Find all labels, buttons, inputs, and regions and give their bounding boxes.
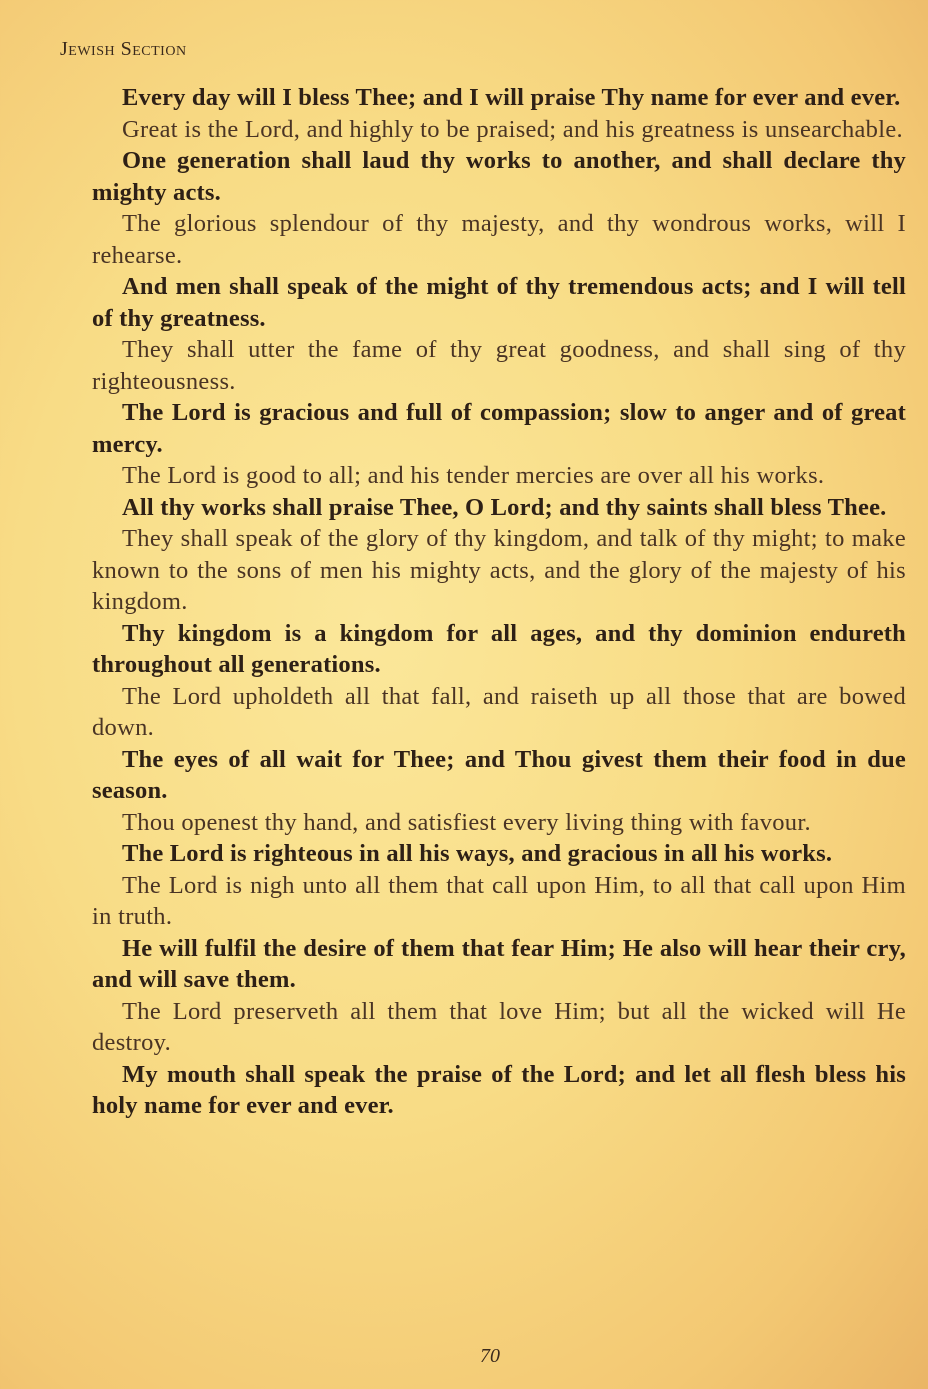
verse-responsive: He will fulfil the desire of them that fear Him; He also will hear their cry, and will save them. — [92, 934, 906, 993]
verse-responsive: My mouth shall speak the praise of the Lord; and let all flesh bless his holy name for ever and ever. — [92, 1060, 906, 1119]
psalm-text — [92, 82, 906, 1122]
verse-responsive: One generation shall laud thy works to another, and shall declare thy mighty acts. — [92, 147, 906, 206]
verse-responsive: And men shall speak of the might of thy tremendous acts; and I will tell of thy greatness. — [92, 273, 906, 332]
verse-reader: They shall utter the fame of thy great goodness, and shall sing of thy righteousness. — [92, 336, 906, 395]
verse-reader: The Lord is good to all; and his tender mercies are over all his works. — [122, 462, 825, 489]
verse-responsive: Thy kingdom is a kingdom for all ages, and thy dominion endureth throughout all generations. — [92, 619, 906, 678]
verse-reader: The Lord upholdeth all that fall, and raiseth up all those that are bowed down. — [92, 682, 906, 741]
verse-reader: Great is the Lord, and highly to be praised; and his greatness is unsearchable. — [122, 115, 903, 143]
verse-responsive: The Lord is gracious and full of compassion; slow to anger and of great mercy. — [92, 399, 906, 458]
verse-reader: They shall speak of the glory of thy kingdom, and talk of thy might; to make known to the sons of men his mighty acts, and the glory of the majesty of his kingdom. — [92, 525, 906, 615]
verse-reader: The Lord preserveth all them that love Him; but all the wicked will He destroy. — [92, 997, 906, 1056]
verse-responsive: Every day will I bless Thee; and I will praise Thy name for ever and ever. — [122, 84, 901, 111]
verse-responsive: The Lord is righteous in all his ways, and gracious in all his works. — [122, 840, 833, 867]
verse-reader: The Lord is nigh unto all them that call upon Him, to all that call upon Him in truth. — [92, 871, 906, 930]
verse-reader: Thou openest thy hand, and satisfiest every living thing with favour. — [122, 808, 811, 836]
verse-responsive: The eyes of all wait for Thee; and Thou givest them their food in due season. — [92, 745, 906, 804]
running-head: Jewish Section — [60, 38, 187, 60]
verse-reader: The glorious splendour of thy majesty, and thy wondrous works, will I rehearse. — [92, 210, 906, 269]
page-number: 70 — [480, 1345, 500, 1367]
verse-responsive: All thy works shall praise Thee, O Lord; and thy saints shall bless Thee. — [122, 493, 887, 521]
